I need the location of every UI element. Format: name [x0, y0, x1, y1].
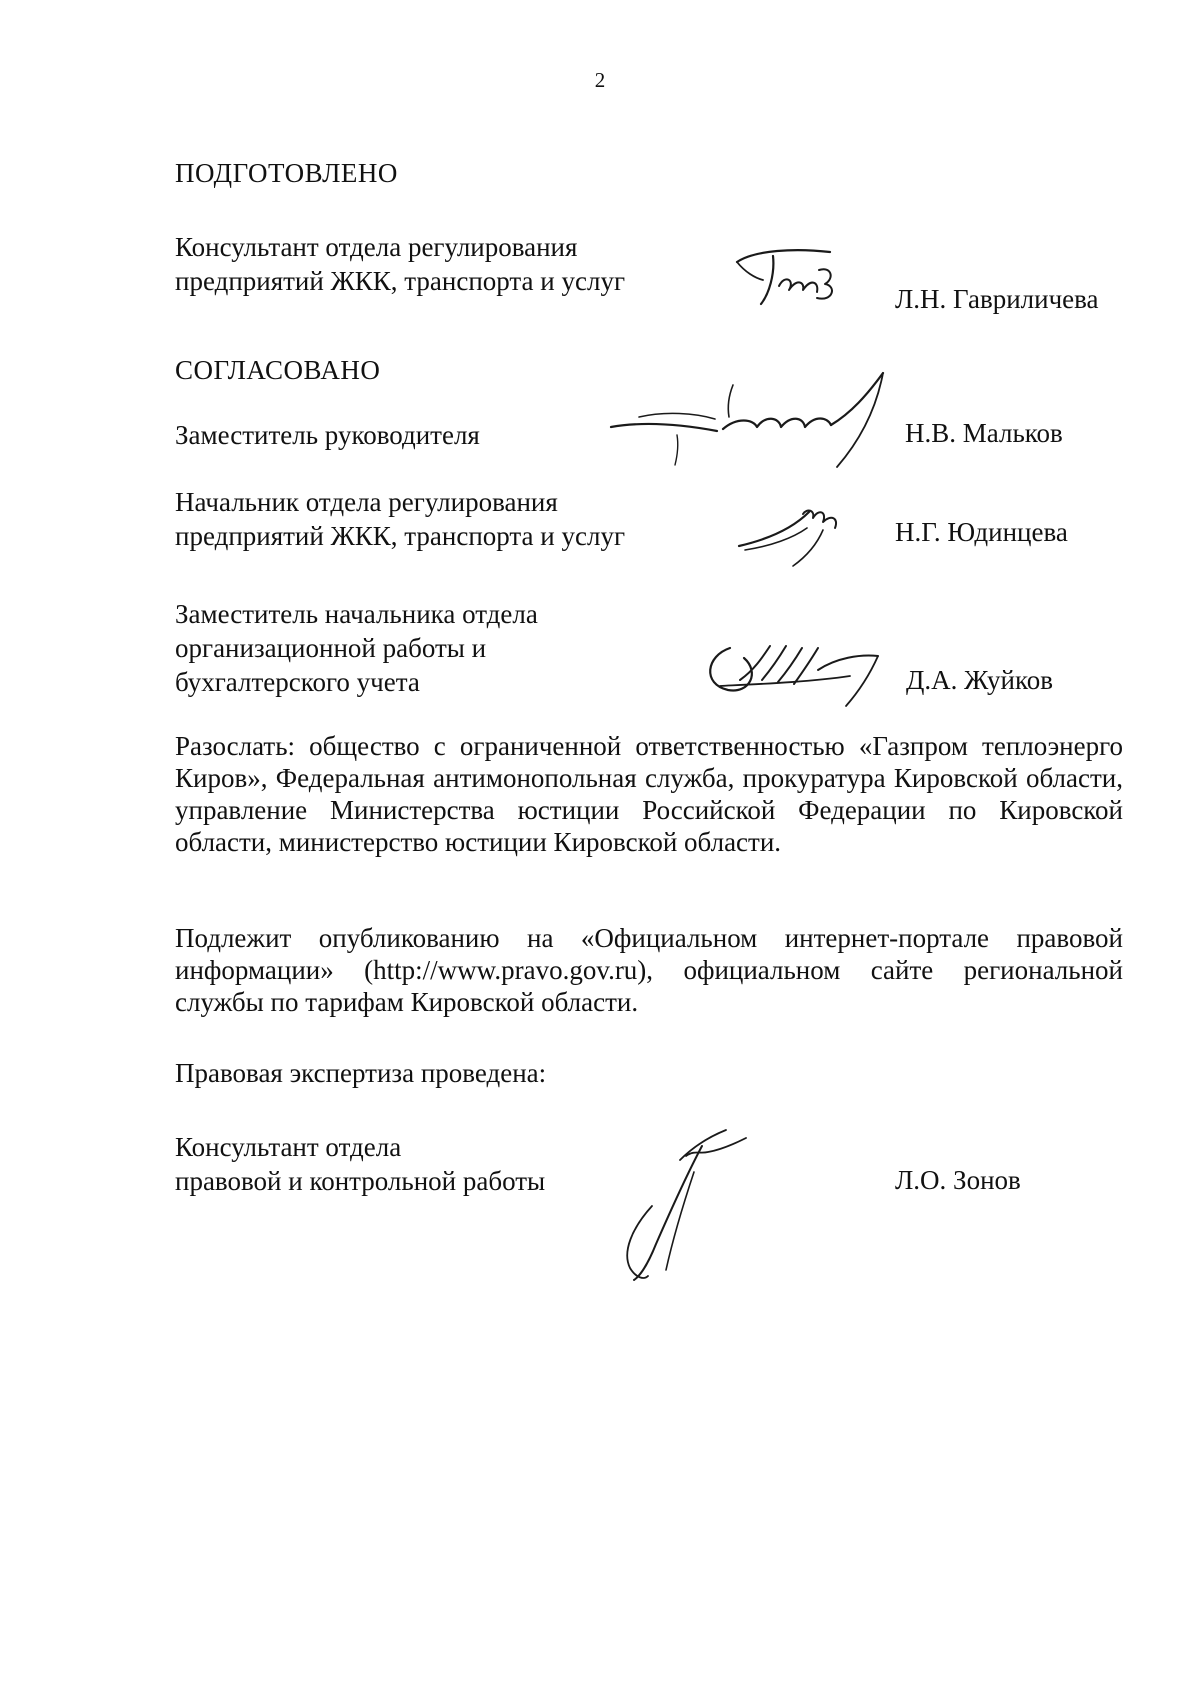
role-line: предприятий ЖКК, транспорта и услуг — [175, 266, 626, 296]
role-line: предприятий ЖКК, транспорта и услуг — [175, 521, 626, 551]
legal-review-signer-role — [175, 1130, 545, 1198]
prepared-signer-role — [175, 230, 625, 298]
signature-zhuikov — [700, 640, 900, 712]
approved-signer-role — [175, 418, 480, 452]
signature-gavrilicheva — [735, 248, 855, 312]
prepared-heading: ПОДГОТОВЛЕНО — [175, 158, 398, 188]
role-line: организационной работы и — [175, 633, 487, 663]
signature-malkov — [605, 365, 905, 485]
approved-signer-role — [175, 597, 538, 699]
page-number: 2 — [594, 68, 606, 92]
distribution-list: Разослать: общество с ограниченной ответственностью «Газпром теплоэнерго Киров», Федеральная антимонопольная служба, прокуратура Кировской области, управление Министерства юстиции Российской Федерации по Кировской области, министерство юстиции Кировской области. — [175, 731, 1123, 857]
approved-signer-role — [175, 485, 625, 553]
role-line: Заместитель руководителя — [175, 420, 480, 450]
legal-review-signer-name: Л.О. Зонов — [895, 1165, 1021, 1195]
role-line: правовой и контрольной работы — [175, 1166, 546, 1196]
approved-signer-name: Д.А. Жуйков — [906, 665, 1053, 695]
signature-yudintseva — [735, 500, 855, 572]
approved-signer-name: Н.В. Мальков — [905, 418, 1063, 448]
signature-zonov — [610, 1120, 790, 1290]
prepared-signer-name: Л.Н. Гавриличева — [895, 284, 1099, 314]
approved-signer-name: Н.Г. Юдинцева — [895, 517, 1068, 547]
role-line: Консультант отдела регулирования — [175, 232, 578, 262]
role-line: Заместитель начальника отдела — [175, 599, 538, 629]
publication-note: Подлежит опубликованию на «Официальном интернет-портале правовой информации» (http://www.pravo.gov.ru), официальном сайте региональной службы по тарифам Кировской области. — [175, 923, 1123, 1017]
legal-review-heading: Правовая экспертиза проведена: — [175, 1058, 547, 1088]
role-line: Начальник отдела регулирования — [175, 487, 558, 517]
approved-heading: СОГЛАСОВАНО — [175, 355, 381, 385]
role-line: Консультант отдела — [175, 1132, 402, 1162]
role-line: бухгалтерского учета — [175, 667, 420, 697]
